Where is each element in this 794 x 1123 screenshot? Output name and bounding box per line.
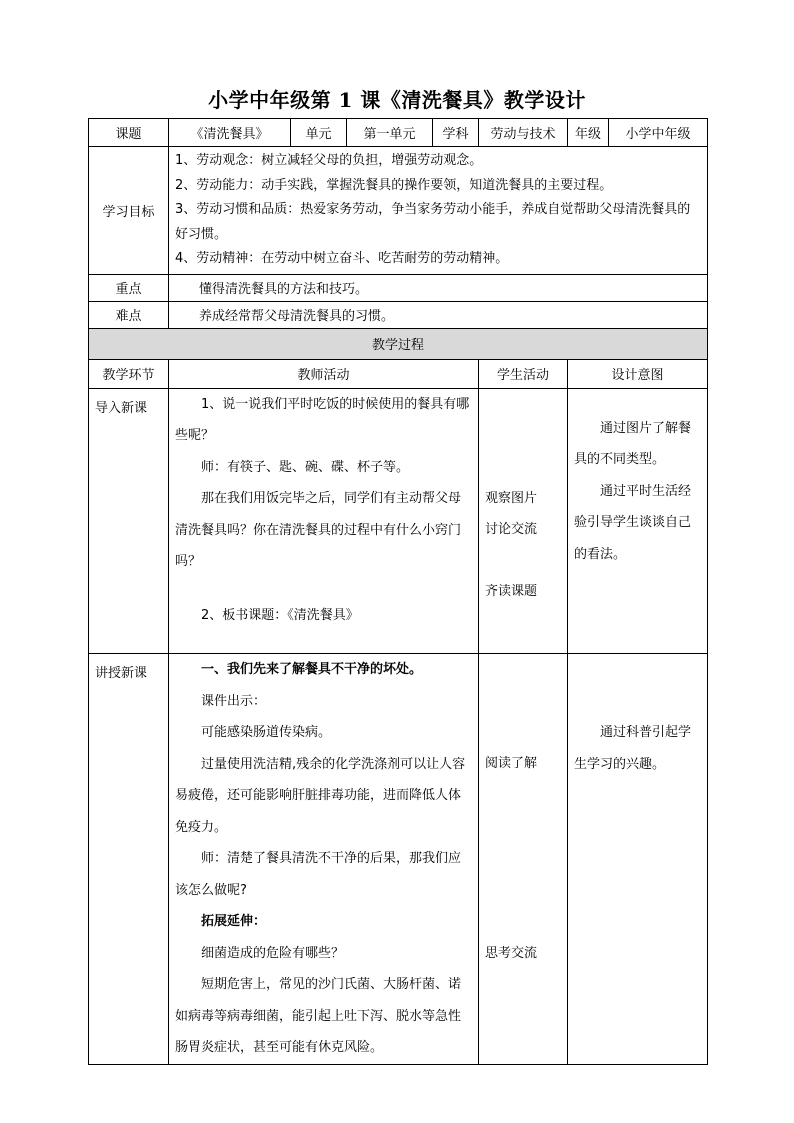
document-title: 小学中年级第 1 课《清洗餐具》教学设计 <box>208 88 586 112</box>
student-activity: 讨论交流 <box>485 522 538 537</box>
teacher-paragraph: 课件出示： <box>201 693 267 709</box>
grade-label: 年级 <box>568 119 609 147</box>
design-intent: 通过科普引起学生学习的兴趣。 <box>574 725 692 772</box>
lecture-teacher <box>169 654 479 1065</box>
col-student: 学生活动 <box>479 359 568 388</box>
teacher-paragraph: 2、板书课题：《清洗餐具》 <box>201 607 359 623</box>
design-intent: 通过平时生活经验引导学生谈谈自己的看法。 <box>574 483 692 562</box>
goal-item: 4、劳动精神：在劳动中树立奋斗、吃苦耐劳的劳动精神。 <box>175 251 509 266</box>
goal-item: 3、劳动习惯和品质：热爱家务劳动，争当家务劳动小能手，养成自觉帮助父母清洗餐具的好习惯。 <box>175 202 691 242</box>
difficulty-value: 养成经常帮父母清洗餐具的习惯。 <box>169 301 708 328</box>
key-point-label: 重点 <box>89 274 169 301</box>
intro-teacher <box>169 388 479 654</box>
intro-student <box>479 388 568 654</box>
key-point-value: 懂得清洗餐具的方法和技巧。 <box>169 274 708 301</box>
intro-design <box>568 388 708 654</box>
unit-label: 单元 <box>291 119 347 147</box>
difficulty-row <box>89 301 708 328</box>
lecture-stage: 讲授新课 <box>89 654 169 1065</box>
goals-list <box>169 147 708 275</box>
teacher-paragraph: 师：清楚了餐具清洗不干净的后果，那我们应该怎么做呢? <box>175 851 462 898</box>
process-section-title: 教学过程 <box>89 328 708 359</box>
student-activity: 阅读了解 <box>485 756 538 771</box>
header-row <box>89 119 708 147</box>
lesson-label: 课题 <box>89 119 169 147</box>
key-point-row <box>89 274 708 301</box>
lecture-design <box>568 654 708 1065</box>
process-header-row <box>89 359 708 388</box>
goal-item: 1、劳动观念：树立减轻父母的负担，增强劳动观念。 <box>175 153 483 168</box>
lecture-row <box>89 654 708 1065</box>
unit-value: 第一单元 <box>347 119 433 147</box>
student-activity: 齐读课题 <box>485 583 538 599</box>
grade-value: 小学中年级 <box>609 119 708 147</box>
student-activity: 思考交流 <box>485 945 538 961</box>
difficulty-label: 难点 <box>89 301 169 328</box>
teacher-paragraph: 1、说一说我们平时吃饭的时候使用的餐具有哪些呢？ <box>175 396 470 443</box>
teacher-paragraph: 短期危害上，常见的沙门氏菌、大肠杆菌、诺如病毒等病毒细菌，能引起上吐下泻、脱水等急性肠胃炎症状，甚至可能有休克风险。 <box>175 977 462 1055</box>
lecture-student <box>479 654 568 1065</box>
col-teacher: 教师活动 <box>169 359 479 388</box>
goals-row <box>89 147 708 275</box>
lesson-value: 《清洗餐具》 <box>169 119 291 147</box>
teacher-paragraph: 拓展延伸： <box>201 914 267 929</box>
subject-label: 学科 <box>433 119 479 147</box>
col-design: 设计意图 <box>568 359 708 388</box>
teacher-paragraph: 可能感染肠道传染病。 <box>201 725 332 740</box>
teacher-paragraph: 一、我们先来了解餐具不干净的坏处。 <box>201 662 423 677</box>
goal-item: 2、劳动能力：动手实践，掌握洗餐具的操作要领，知道洗餐具的主要过程。 <box>175 177 613 193</box>
col-stage: 教学环节 <box>89 359 169 388</box>
intro-row <box>89 388 708 654</box>
teacher-paragraph: 过量使用洗洁精,残余的化学洗涤剂可以让人容易疲倦，还可能影响肝脏排毒功能，进而降低人体免疫力。 <box>175 756 466 835</box>
teacher-paragraph: 那在我们用饭完毕之后，同学们有主动帮父母清洗餐具吗？你在清洗餐具的过程中有什么小窍门吗？ <box>175 491 462 569</box>
goals-label: 学习目标 <box>89 147 169 275</box>
subject-value: 劳动与技术 <box>479 119 568 147</box>
lesson-plan-table <box>88 118 708 1065</box>
process-section-row <box>89 328 708 359</box>
design-intent: 通过图片了解餐具的不同类型。 <box>574 420 692 467</box>
intro-stage: 导入新课 <box>89 388 169 654</box>
student-activity: 观察图片 <box>485 490 538 506</box>
teacher-paragraph: 师：有筷子、匙、碗、碟、杯子等。 <box>201 459 410 475</box>
teacher-paragraph: 细菌造成的危险有哪些？ <box>201 945 345 961</box>
